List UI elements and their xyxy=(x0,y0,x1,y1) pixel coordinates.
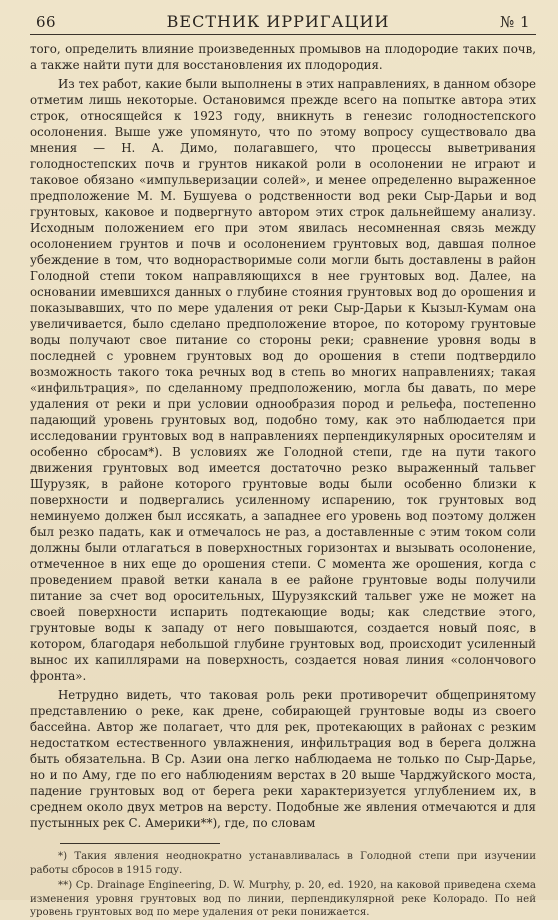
paragraph: того, определить влияние произведенных промывов на плодородие таких почв, а также найти пути для восстановления их плодородия. xyxy=(30,42,536,72)
footnote: **) Ср. Drainage Engineering, D. W. Murphy, p. 20, ed. 1920, на каковой приведена схема изменения уровня грунтовых вод по линии, перпендикулярной реке Колорадо. По ней уровень грунтовых вод по мере удаления от реки понижается. xyxy=(30,880,536,918)
footnote: *) Такия явления неоднократно устанавливалась в Голодной степи при изучении работы сбросов в 1915 году. xyxy=(30,851,536,876)
footnotes xyxy=(30,850,536,920)
journal-title: ВЕСТНИК ИРРИГАЦИИ xyxy=(166,12,390,31)
page-number: 66 xyxy=(36,13,57,31)
paragraph: Из тех работ, какие были выполнены в этих направлениях, в данном обзоре отметим лишь некоторые. Остановимся прежде всего на попытке автора этих строк, относящейся к 1923 году, вникнуть в генезис голодностепского осолонения. Выше уже упомянуто, что по этому вопросу существовало два мнения — Н. А. Димо, полагавшего, что процессы выветривания голодностепских почв и грунтов никакой роли в осолонении не играют и таковое обязано «импульверизации солей», и менее определенно выраженное предположение М. М. Бушуева о родственности вод реки Сыр-Дарьи и вод грунтовых, каковое и подвергнуто автором этих строк дальнейшему анализу. Исходным положением его при этом явилась несомненная связь между осолонением грунтов и почв и осолонением грунтовых вод, давшая полное убеждение в том, что воднорастворимые соли могли быть доставлены в район Голодной степи током направляющихся в нее грунтовых вод. Далее, на основании имевшихся данных о глубине стояния грунтовых вод до орошения и показывавших, что по мере удаления от реки Сыр-Дарьи к Кызыл-Кумам она увеличивается, было сделано предположение второе, по которому грунтовые воды получают свое питание со стороны реки; сравнение уровня воды в последней с уровнем грунтовых вод до орошения в степи подтвердило возможность такого тока речных вод в степь во многих направлениях; такая «инфильтрация», по сделанному предположению, могла бы давать, по мере удаления от реки и при условии однообразия пород и рельефа, постепенно падающий уровень грунтовых вод, подобно тому, как это наблюдается при исследовании грунтовых вод в направлениях перпендикулярных оросителям и особенно сбросам*). В условиях же Голодной степи, где на пути такого движения грунтовых вод имеется достаточно резко выраженный тальвег Шурузяк, в районе которого грунтовые воды были особенно близки к поверхности и подвергались усиленному испарению, ток грунтовых вод неминуемо должен был иссякать, а западнее его уровень вод поэтому должен был резко падать, как и отмечалось не раз, а доставленные с этим током соли должны были отлагаться в поверхностных горизонтах и вызывать осолонение, отмеченное в них еще до орошения степи. С момента же орошения, когда с проведением правой ветки канала в ее районе грунтовые воды получили питание за счет вод оросительных, Шурузякский тальвег уже не может на своей поверхности испарить подтекающие воды; как следствие этого, грунтовые воды к западу от него повышаются, создается новый пояс, в котором, благодаря небольшой глубине грунтовых вод, происходит усиленный вынос их капиллярами на поверхность, создается новая линия «солончового фронта». xyxy=(30,77,536,683)
issue-number: № 1 xyxy=(499,13,530,31)
page-header xyxy=(30,12,536,35)
paragraph: Нетрудно видеть, что таковая роль реки противоречит общепринятому представлению о реке, как дрене, собирающей грунтовые воды из своего бассейна. Автор же полагает, что для рек, протекающих в районах с резким недостатком естественного увлажнения, инфильтрация вод в берега должна быть обязательна. В Ср. Азии она легко наблюдаема не только по Сыр-Дарье, но и по Аму, где по его наблюдениям верстах в 20 выше Чарджуйского моста, падение грунтовых вод от берега реки характеризуется углублением их, в среднем около двух метров на версту. Подобные же явления отмечаются и для пустынных рек С. Америки**), где, по словам xyxy=(30,688,536,830)
article-body xyxy=(30,41,536,831)
footnote-divider xyxy=(60,843,220,844)
